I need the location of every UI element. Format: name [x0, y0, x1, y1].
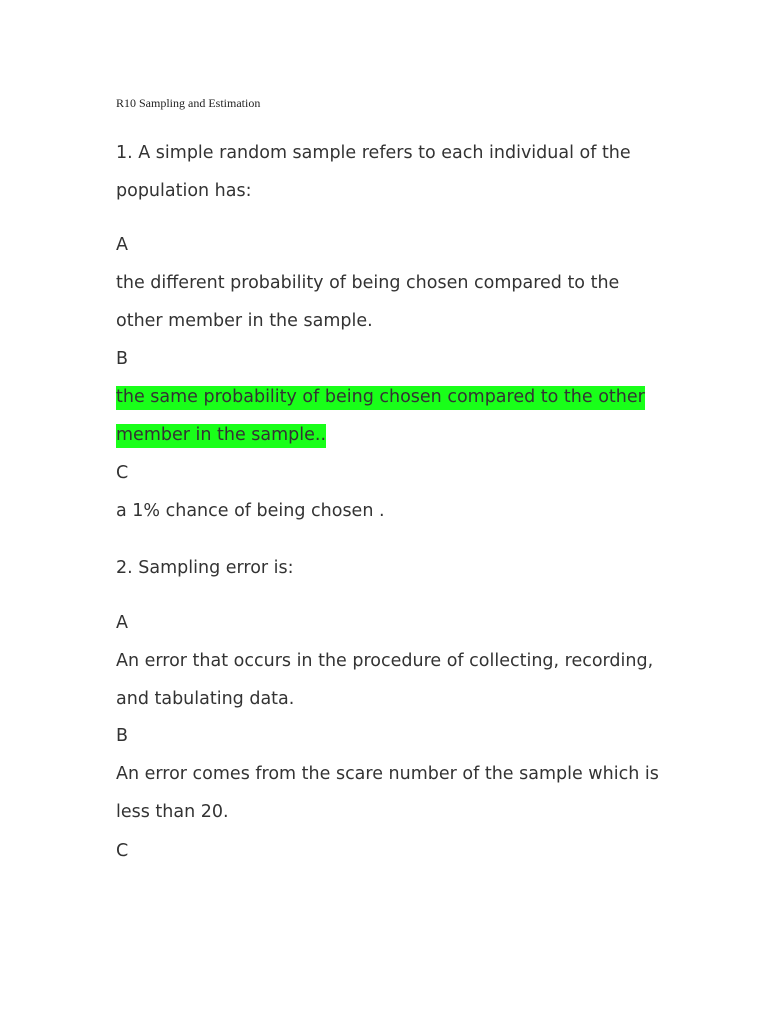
question-2-option-a-line-1: An error that occurs in the procedure of collecting, recording, [116, 651, 654, 671]
question-2-option-b-letter: B [116, 726, 129, 746]
question-1-option-c-line-1: a 1% chance of being chosen . [116, 501, 385, 521]
question-1-option-c-letter: C [116, 463, 129, 483]
question-1-prompt-line-2: population has: [116, 181, 252, 201]
question-1-prompt-line-1: 1. A simple random sample refers to each individual of the [116, 143, 631, 163]
question-1-option-a-line-1: the different probability of being chosen compared to the [116, 273, 620, 293]
question-1-option-b-letter: B [116, 349, 129, 369]
question-2-prompt-line-1: 2. Sampling error is: [116, 558, 294, 578]
highlighted-answer-text: the same probability of being chosen compared to the other [116, 386, 645, 410]
question-2-option-b-line-1: An error comes from the scare number of the sample which is [116, 764, 659, 784]
question-1-option-b-line-2 [116, 423, 326, 447]
highlighted-answer-text: member in the sample.. [116, 424, 326, 448]
question-2-option-a-letter: A [116, 613, 128, 633]
question-1-option-b-line-1 [116, 385, 645, 409]
question-2-option-c-letter: C [116, 841, 129, 861]
document-title: R10 Sampling and Estimation [116, 96, 261, 110]
question-2-option-a-line-2: and tabulating data. [116, 689, 295, 709]
question-2-option-b-line-2: less than 20. [116, 802, 229, 822]
question-1-option-a-line-2: other member in the sample. [116, 311, 373, 331]
question-1-option-a-letter: A [116, 235, 128, 255]
